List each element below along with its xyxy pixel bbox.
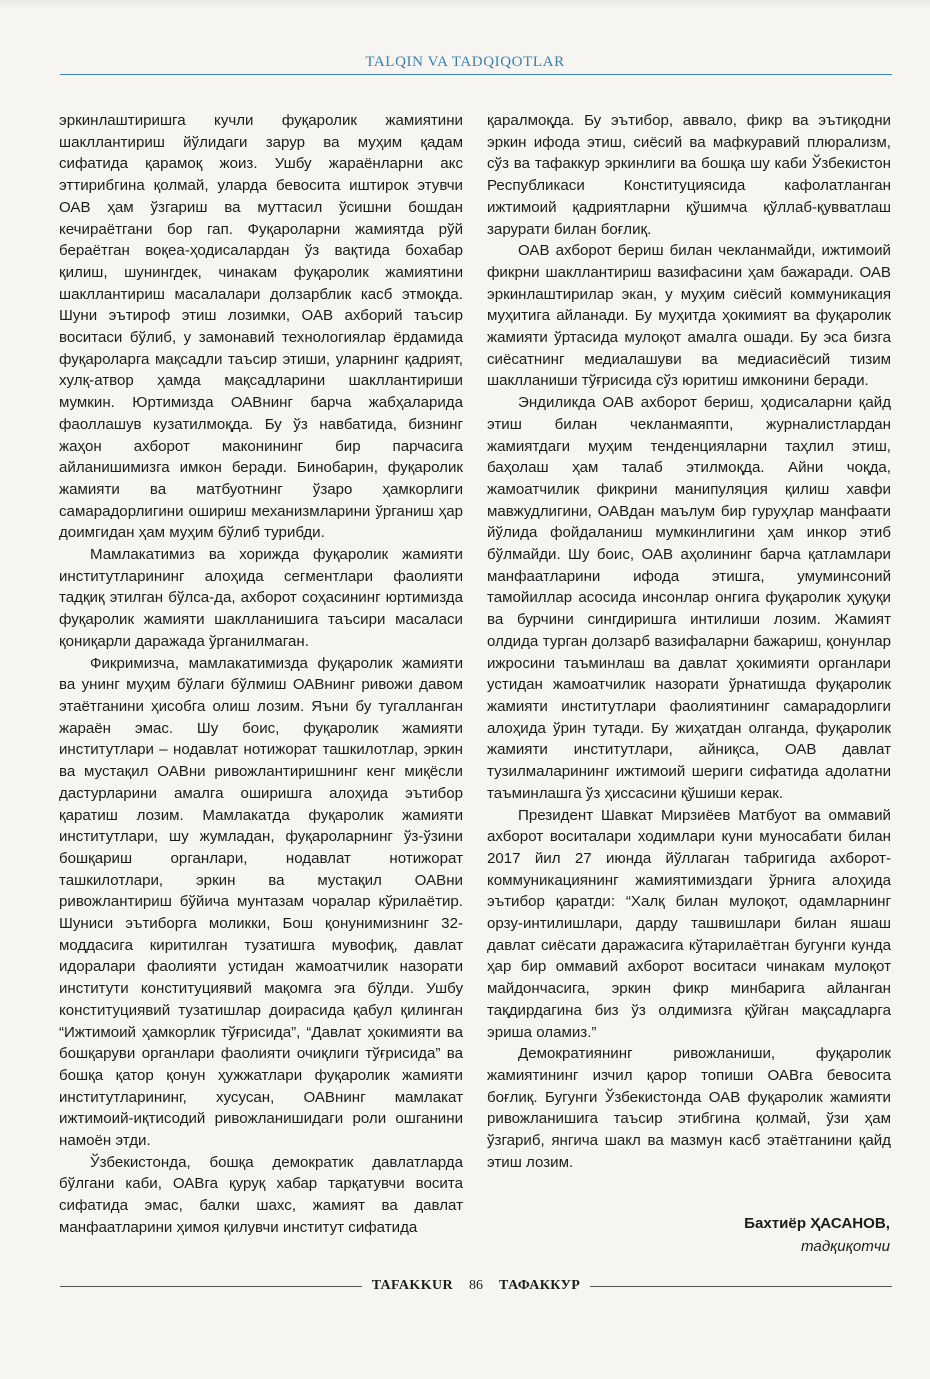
paragraph: Президент Шавкат Мирзиёев Матбуот ва оммавий ахборот воситалари ходимлари куни муносабати билан 2017 йил 27 июнда йўллаган табригида ахборот-коммуникациянинг жамиятимиздаги ўрнига алоҳида эътибор қаратди: “Халқ билан мулоқот, одамларнинг орзу-интилишлари, дарду ташвишлари билан яшаш давлат сиёсати даражасига кўтарилаётган бугунги кунда ҳар бир оммавий ахборот воситаси чинакам мулоқот майдончасига, эркин фикр минбарига айланган тақдирдагина биз ўз олдимизга қўйган мақсадларга эриша оламиз.” xyxy=(487,806,891,1041)
footer-rule-left xyxy=(60,1286,362,1287)
page-edge xyxy=(0,0,930,8)
footer-rule-right xyxy=(590,1286,892,1287)
paragraph: Эндиликда ОАВ ахборот бериш, ҳодисаларни қайд этиш билан чекланмаяпти, журналистлардан жамиятдаги муҳим тенденцияларни таҳлил этиш, баҳолаш ҳам талаб этилмоқда. Айни чоқда, жамоатчилик фикрини манипуляция қилиш хавфи мавжудлигини, ОАВдан маълум бир гуруҳлар манфаати йўлида фойдаланиш мумкинлигини ҳам инкор этиб бўлмайди. Шу боис, ОАВ аҳолининг барча қатламлари манфаатларини ифода этишга, умуминсоний тамойиллар асосида инсонлар онгига фуқаролик ҳуқуқи ва бурчини сингдиришга интилиши лозим. Жамият олдида турган долзарб вазифаларни бажариш, қонунлар ижросини таъминлаш ва давлат ҳокимияти органлари устидан жамоатчилик назорати ўрнатишда фуқаролик жамияти институтлари фаолиятининг самарадорлиги алоҳида ўрин тутади. Бу жиҳатдан олганда, фуқаролик жамияти институтлари, айниқса, ОАВ давлат тузилмаларининг ижтимоий шериги сифатида адолатни таъминлашга ўз ҳиссасини қўшиши керак. xyxy=(487,394,891,802)
right-column xyxy=(487,110,891,1173)
author-name: Бахтиёр ҲАСАНОВ, xyxy=(744,1215,890,1232)
header-rule xyxy=(60,74,892,75)
footer-journal-latin: TAFAKKUR xyxy=(371,1278,454,1293)
paragraph: эркинлаштиришга кучли фуқаролик жамиятини шакллантириш йўлидаги зарур ва муҳим қадам сифатида қарамоқ жоиз. Ушбу жараёнларни акс эттирибгина қолмай, уларда бевосита иштирок этувчи ОАВ ҳам ўзгариш ва муттасил ўсишни бошдан кечираётгани бор гап. Фуқароларни жамиятда рўй бераётган воқеа-ҳодисалардан ўз вақтида бохабар қилиш, шунингдек, чинакам фуқаролик жамиятини шакллантириш масалалари долзарблик касб этмоқда. Шуни эътироф этиш лозимки, ОАВ ахборий таъсир воситаси бўлиб, у замонавий технологиялар ёрдамида фуқароларга мақсадли таъсир этиши, уларнинг қадрият, хулқ-атвор ҳамда мақсадларини шакллантириши мумкин. Юртимизда ОАВнинг барча жабҳаларида фаоллашув кузатилмоқда. Бу ўз навбатида, бизнинг жаҳон ахборот маконининг бир парчасига айланишимизга имкон беради. Бинобарин, фуқаролик жамияти ва матбуотнинг ўзаро ҳамкорлиги самарадорлигини ошириш механизмларини ўрганиш ҳар доимгидан ҳам муҳим бўлиб турибди. xyxy=(59,112,463,542)
paragraph: Демократиянинг ривожланиши, фуқаролик жамиятининг изчил қарор топиши ОАВга бевосита боғлиқ. Бугунги Ўзбекистонда ОАВ фуқаролик жамияти ривожланишига таъсир этибгина қолмай, ўзи ҳам ўзгариб, янгича шакл ва мазмун касб этаётганини қайд этиш лозим. xyxy=(487,1045,891,1171)
footer-journal-cyrillic: ТАФАККУР xyxy=(499,1278,581,1293)
author-role: тадқиқотчи xyxy=(801,1238,890,1255)
left-column xyxy=(59,110,463,1239)
paragraph: қаралмоқда. Бу эътибор, аввало, фикр ва эътиқодни эркин ифода этиш, сиёсий ва мафкуравий плюрализм, сўз ва тафаккур эркинлиги ва бошқа шу каби Ўзбекистон Республикаси Конституциясида кафолатланган ижтимоий қадриятларни қўшимча қўллаб-қувватлаш зарурати билан боғлиқ. xyxy=(487,112,891,238)
page-footer xyxy=(60,1275,892,1297)
paragraph: Мамлакатимиз ва хорижда фуқаролик жамияти институтларининг алоҳида сегментлари фаолияти тадқиқ этилган бўлса-да, ахборот соҳасининг юртимизда фуқаролик жамияти шаклланишига таъсири масаласи қониқарли даражада ўрганилмаган. xyxy=(59,546,463,650)
paragraph: ОАВ ахборот бериш билан чекланмайди, ижтимоий фикрни шакллантириш вазифасини ҳам бажаради. ОАВ эркинлаштирилар экан, у муҳим сиёсий коммуникация муҳитига айланади. Бу муҳитда ҳокимият ва фуқаролик жамияти ўртасида мулоқот амалга ошади. Бу эса бизга сиёсатнинг медиалашуви ва медиасиёсий тизим шаклланиши тўғрисида сўз юритиш имконини беради. xyxy=(487,242,891,390)
author-signature xyxy=(744,1212,890,1258)
running-header: TALQIN VA TADQIQOTLAR xyxy=(365,54,565,70)
paragraph: Ўзбекистонда, бошқа демократик давлатларда бўлгани каби, ОАВга қуруқ хабар тарқатувчи восита сифатида эмас, балки шахс, жамият ва давлат манфаатларини ҳимоя қилувчи институт сифатида xyxy=(59,1153,463,1236)
paragraph: Фикримизча, мамлакатимизда фуқаролик жамияти ва унинг муҳим бўлаги бўлмиш ОАВнинг ривожи давом этаётганини ҳисобга олиш лозим. Яъни бу тугалланган жараён эмас. Шу боис, фуқаролик жамияти институтлари – нодавлат нотижорат ташкилотлар, эркин ва мустақил ОАВни ривожлантиришнинг кенг миқёсли дастурларини амалга оширишга алоҳида эътибор қаратиш лозим. Мамлакатда фуқаролик жамияти институтлари, шу жумладан, фуқароларнинг ўз-ўзини бошқариш органлари, нодавлат нотижорат ташкилотлари, эркин ва мустақил ОАВни ривожлантириш бўйича мунтазам чоралар кўрилаётир. Шуниси эътиборга моликки, Бош қонунимизнинг 32-моддасига киритилган тузатишга мувофиқ, давлат идоралари фаолияти устидан жамоатчилик назорати институти конституциявий мақомга эга бўлди. Ушбу конституциявий тузатишлар доирасида қабул қилинган “Ижтимоий ҳамкорлик тўғрисида”, “Давлат ҳокимияти ва бошқаруви органлари фаолияти очиқлиги тўғрисида” ва бошқа қатор қонун ҳужжатлари фуқаролик жамияти институтларининг, хусусан, ОАВнинг мамлакат ижтимоий-иқтисодий ривожланишидаги роли ошганини намоён этди. xyxy=(59,654,463,1150)
page-number: 86 xyxy=(469,1278,484,1293)
